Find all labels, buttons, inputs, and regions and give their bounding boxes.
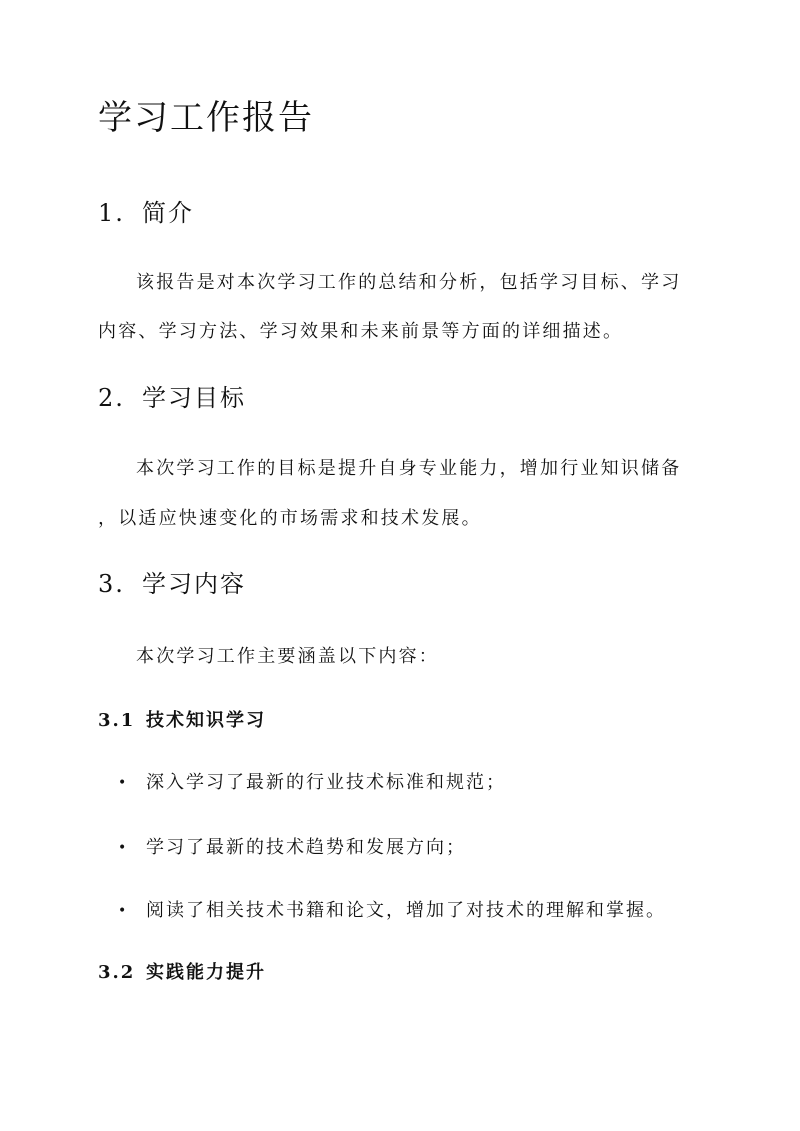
subsection-title: 技术知识学习 <box>146 710 266 731</box>
subsection-title: 实践能力提升 <box>146 962 266 983</box>
list-item <box>118 770 506 796</box>
section-number: 2. <box>98 384 125 412</box>
paragraph-line: ，以适应快速变化的市场需求和技术发展。 <box>98 508 482 529</box>
document-title: 学习工作报告 <box>98 98 314 138</box>
bullet-icon: • <box>118 840 129 856</box>
list-item <box>118 898 666 924</box>
subsection-heading-3-1 <box>98 708 266 734</box>
section-number: 1. <box>98 199 125 227</box>
list-item-text: 深入学习了最新的行业技术标准和规范； <box>146 772 506 793</box>
section-title: 简介 <box>142 199 194 227</box>
subsection-number: 3.2 <box>98 962 136 983</box>
section-heading-content <box>98 568 246 600</box>
list-item-text: 阅读了相关技术书籍和论文，增加了对技术的理解和掌握。 <box>146 900 666 921</box>
list-item <box>118 835 466 861</box>
list-item-text: 学习了最新的技术趋势和发展方向； <box>146 837 466 858</box>
paragraph-line: 内容、学习方法、学习效果和未来前景等方面的详细描述。 <box>98 321 624 342</box>
paragraph-line: 本次学习工作的目标是提升自身专业能力，增加行业知识储备 <box>136 458 682 479</box>
subsection-heading-3-2 <box>98 960 266 986</box>
section-heading-intro <box>98 197 194 229</box>
section-title: 学习目标 <box>142 384 246 412</box>
section-number: 3. <box>98 570 125 598</box>
section-heading-goals <box>98 382 246 414</box>
paragraph-line: 该报告是对本次学习工作的总结和分析，包括学习目标、学习 <box>136 272 682 293</box>
bullet-icon: • <box>118 903 129 919</box>
bullet-icon: • <box>118 775 129 791</box>
paragraph-line: 本次学习工作主要涵盖以下内容： <box>136 646 439 667</box>
subsection-number: 3.1 <box>98 710 136 731</box>
section-title: 学习内容 <box>142 570 246 598</box>
